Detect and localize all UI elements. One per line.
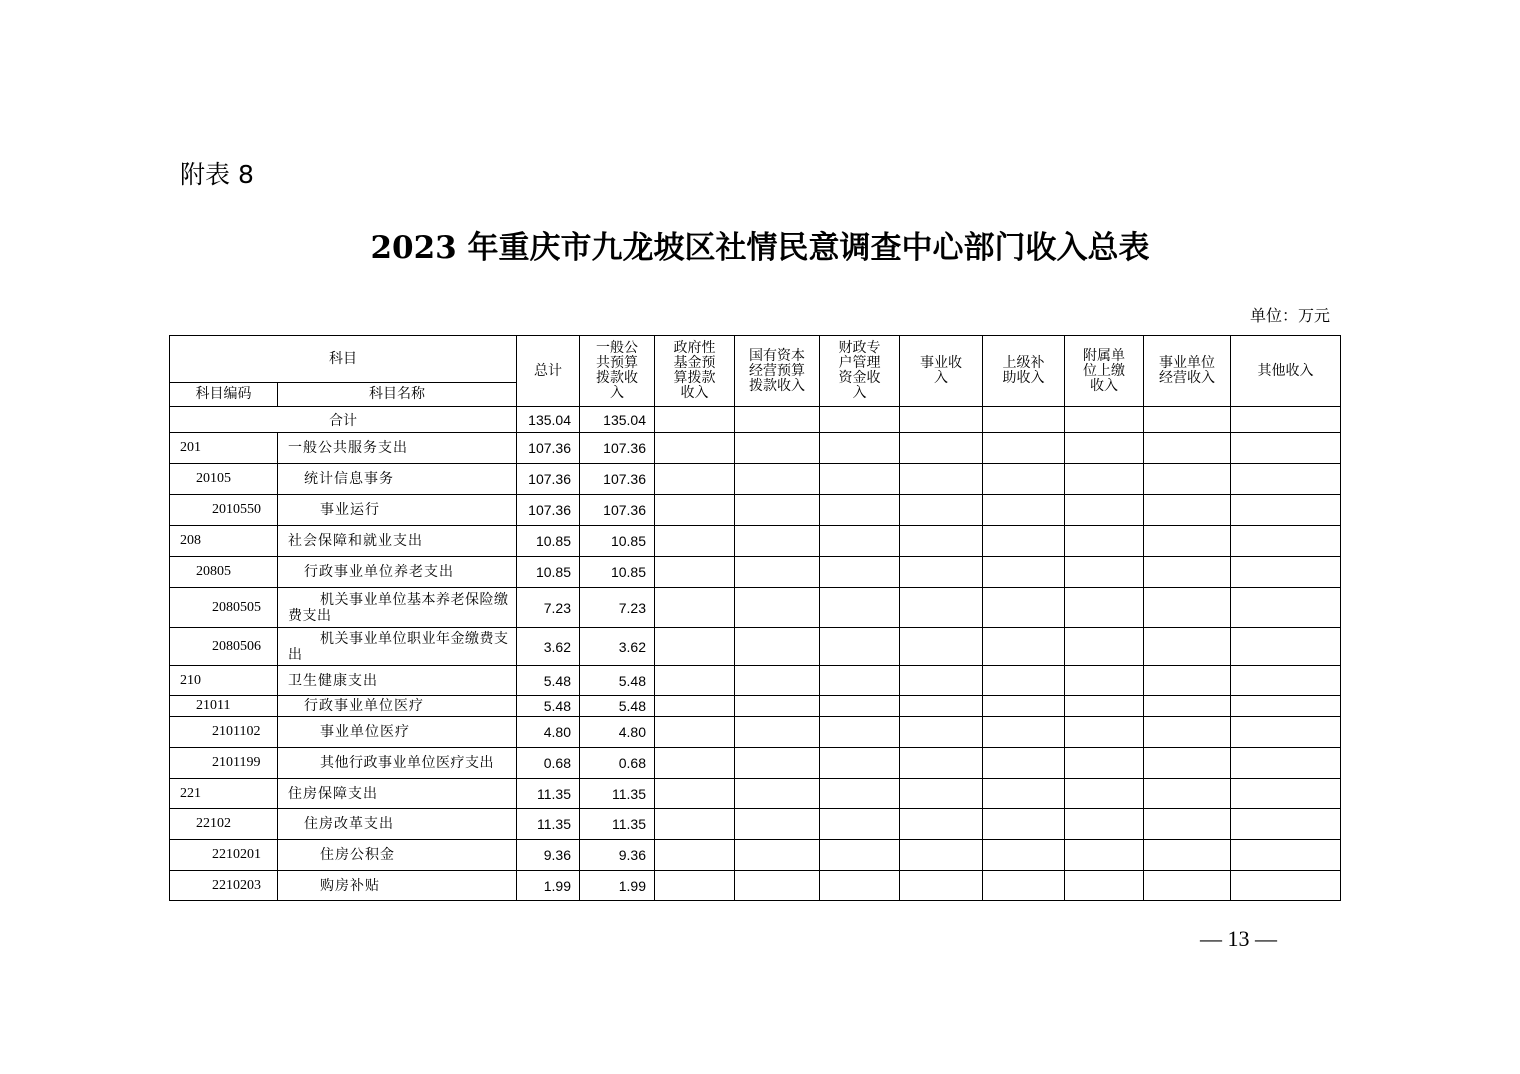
- unit-label: 单位：万元: [1249, 306, 1330, 325]
- cell-general: 7.23: [580, 588, 655, 628]
- table-row: [170, 779, 1341, 809]
- header-total: 总计: [517, 336, 580, 407]
- table-row: [170, 840, 1341, 871]
- cell-name: 其他行政事业单位医疗支出: [278, 748, 517, 779]
- cell-code: 2080506: [170, 628, 278, 666]
- cell-name: 住房保障支出: [278, 779, 517, 809]
- cell-total: 10.85: [517, 557, 580, 588]
- cell-code: 22102: [170, 809, 278, 840]
- table-row: [170, 809, 1341, 840]
- cell-total: 0.68: [517, 748, 580, 779]
- table-row: [170, 433, 1341, 464]
- cell-name: 行政事业单位医疗: [278, 696, 517, 717]
- cell-general: 5.48: [580, 666, 655, 696]
- header-state-capital: 国有资本经营预算拨款收入: [735, 336, 820, 407]
- cell-code: 2210203: [170, 871, 278, 901]
- cell-name: 社会保障和就业支出: [278, 526, 517, 557]
- cell-name: 机关事业单位基本养老保险缴费支出: [278, 588, 517, 628]
- cell-total: 11.35: [517, 779, 580, 809]
- cell-general: 3.62: [580, 628, 655, 666]
- cell-total: 4.80: [517, 717, 580, 748]
- header-subsidiary-remit: 附属单位上缴收入: [1065, 336, 1144, 407]
- cell-name: 统计信息事务: [278, 464, 517, 495]
- cell-total: 7.23: [517, 588, 580, 628]
- table-row: [170, 696, 1341, 717]
- header-operating-income: 事业单位经营收入: [1144, 336, 1231, 407]
- cell-total: 5.48: [517, 696, 580, 717]
- cell-general: 135.04: [580, 407, 655, 433]
- cell-general: 11.35: [580, 809, 655, 840]
- cell-code: 2210201: [170, 840, 278, 871]
- cell-general: 107.36: [580, 464, 655, 495]
- cell-general: 10.85: [580, 526, 655, 557]
- cell-name: 住房改革支出: [278, 809, 517, 840]
- header-gov-fund: 政府性基金预算拨款收入: [655, 336, 735, 407]
- cell-general: 0.68: [580, 748, 655, 779]
- table-row: [170, 628, 1341, 666]
- cell-total: 107.36: [517, 464, 580, 495]
- table-row: [170, 588, 1341, 628]
- cell-name: 一般公共服务支出: [278, 433, 517, 464]
- cell-code: 201: [170, 433, 278, 464]
- cell-general: 1.99: [580, 871, 655, 901]
- cell-name: 住房公积金: [278, 840, 517, 871]
- cell-name: 卫生健康支出: [278, 666, 517, 696]
- header-special-account: 财政专户管理资金收入: [820, 336, 900, 407]
- cell-code: 2010550: [170, 495, 278, 526]
- cell-name: 机关事业单位职业年金缴费支出: [278, 628, 517, 666]
- cell-general: 9.36: [580, 840, 655, 871]
- cell-code: 2101199: [170, 748, 278, 779]
- cell-general: 10.85: [580, 557, 655, 588]
- cell-name: 事业运行: [278, 495, 517, 526]
- cell-code: 208: [170, 526, 278, 557]
- cell-total: 5.48: [517, 666, 580, 696]
- header-general-budget: 一般公共预算拨款收入: [580, 336, 655, 407]
- cell-name: 事业单位医疗: [278, 717, 517, 748]
- header-superior-subsidy: 上级补助收入: [983, 336, 1065, 407]
- cell-total: 107.36: [517, 433, 580, 464]
- cell-general: 5.48: [580, 696, 655, 717]
- table-row: [170, 464, 1341, 495]
- table-row: [170, 748, 1341, 779]
- cell-general: 11.35: [580, 779, 655, 809]
- cell-total: 9.36: [517, 840, 580, 871]
- table-row: [170, 526, 1341, 557]
- header-business-income: 事业收入: [900, 336, 983, 407]
- cell-code: 20805: [170, 557, 278, 588]
- table-row-total: [170, 407, 1341, 433]
- cell-code: 21011: [170, 696, 278, 717]
- table-row: [170, 495, 1341, 526]
- cell-total: 1.99: [517, 871, 580, 901]
- table-row: [170, 717, 1341, 748]
- cell-general: 107.36: [580, 495, 655, 526]
- cell-name: 购房补贴: [278, 871, 517, 901]
- cell-code: 221: [170, 779, 278, 809]
- income-table: [169, 335, 1341, 901]
- table-row: [170, 666, 1341, 696]
- cell-total: 135.04: [517, 407, 580, 433]
- cell-code: 210: [170, 666, 278, 696]
- cell-code: 2080505: [170, 588, 278, 628]
- page-number: — 13 —: [1200, 926, 1277, 951]
- header-subject-name: 科目名称: [278, 383, 517, 407]
- cell-code: 20105: [170, 464, 278, 495]
- cell-total: 3.62: [517, 628, 580, 666]
- header-other-income: 其他收入: [1231, 336, 1341, 407]
- table-row: [170, 557, 1341, 588]
- header-subject: 科目: [170, 336, 517, 383]
- attachment-label: 附表 8: [180, 160, 254, 189]
- header-subject-code: 科目编码: [170, 383, 278, 407]
- cell-code: 2101102: [170, 717, 278, 748]
- page-title: 2023 年重庆市九龙坡区社情民意调查中心部门收入总表: [370, 230, 1150, 266]
- cell-name: 行政事业单位养老支出: [278, 557, 517, 588]
- cell-total: 107.36: [517, 495, 580, 526]
- cell-total: 10.85: [517, 526, 580, 557]
- cell-general: 107.36: [580, 433, 655, 464]
- total-label: 合计: [170, 407, 517, 433]
- cell-general: 4.80: [580, 717, 655, 748]
- cell-total: 11.35: [517, 809, 580, 840]
- table-row: [170, 871, 1341, 901]
